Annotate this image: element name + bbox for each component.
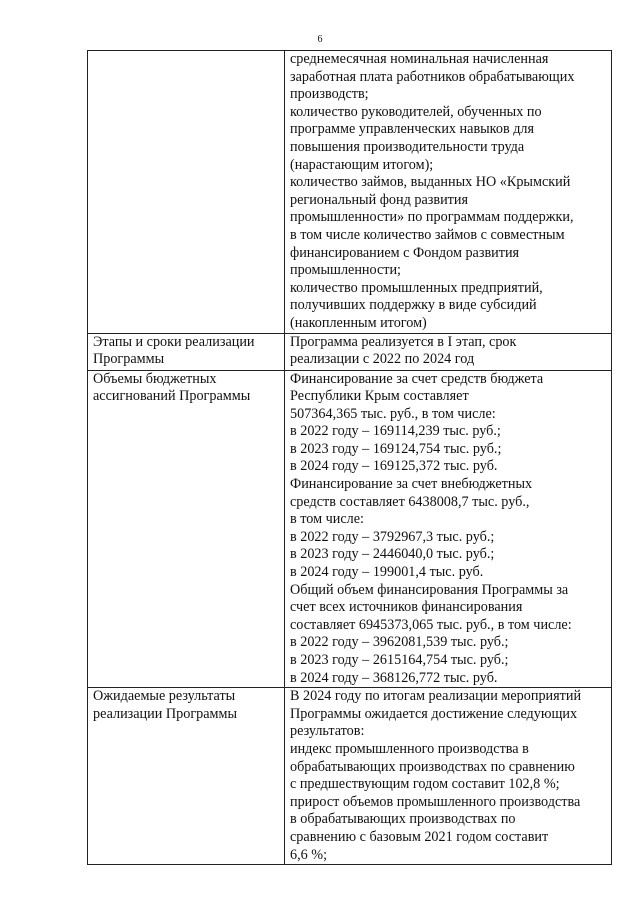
text-line: Программа реализуется в I этап, срок: [290, 333, 517, 350]
text-line: Программы ожидается достижение следующих: [290, 705, 578, 722]
text-line: счет всех источников финансирования: [290, 599, 523, 616]
text-line: количество промышленных предприятий,: [290, 279, 543, 296]
text-line: Финансирование за счет средств бюджета: [290, 370, 544, 387]
text-line: количество руководителей, обученных по: [290, 103, 542, 120]
text-line: в 2022 году – 169114,239 тыс. руб.;: [290, 423, 501, 440]
row-label: [88, 51, 285, 334]
text-line: прирост объемов промышленного производства: [290, 793, 581, 810]
label-line: Ожидаемые результаты: [93, 688, 236, 705]
text-line: в том числе количество займов с совместным: [290, 226, 565, 243]
text-line: составляет 6945373,065 тыс. руб., в том числе:: [290, 616, 572, 633]
text-line: (накопленным итогом): [290, 314, 427, 331]
text-line: В 2024 году по итогам реализации мероприятий: [290, 688, 582, 705]
text-line: 507364,365 тыс. руб., в том числе:: [290, 405, 496, 422]
text-line: промышленности» по программам поддержки,: [290, 209, 574, 226]
label-line: Объемы бюджетных: [93, 370, 217, 387]
row-value: [285, 333, 612, 370]
text-line: получивших поддержку в виде субсидий: [290, 297, 537, 314]
row-value: [285, 51, 612, 334]
text-line: в 2024 году – 368126,772 тыс. руб.: [290, 669, 498, 686]
text-line: в том числе:: [290, 511, 364, 528]
text-line: реализации с 2022 по 2024 год: [290, 351, 475, 368]
text-line: программе управленческих навыков для: [290, 121, 535, 138]
text-line: повышения производительности труда: [290, 138, 525, 155]
label-line: Программы: [93, 351, 165, 368]
text-line: в 2023 году – 169124,754 тыс. руб.;: [290, 440, 502, 457]
program-passport-table: [87, 50, 612, 865]
text-line: промышленности;: [290, 262, 401, 279]
text-line: Республики Крым составляет: [290, 388, 469, 405]
text-line: средств составляет 6438008,7 тыс. руб.,: [290, 493, 530, 510]
page-number: 6: [317, 34, 323, 45]
text-line: Общий объем финансирования Программы за: [290, 581, 569, 598]
text-line: в 2023 году – 2446040,0 тыс. руб.;: [290, 546, 495, 563]
table-row-stages: [88, 333, 612, 370]
table-row-expected-results: [88, 688, 612, 865]
text-line: Финансирование за счет внебюджетных: [290, 476, 533, 493]
row-label: [88, 688, 285, 865]
text-line: заработная плата работников обрабатывающих: [290, 68, 575, 85]
text-line: с предшествующим годом составит 102,8 %;: [290, 776, 560, 793]
row-value: [285, 370, 612, 688]
text-line: сравнению с базовым 2021 годом составит: [290, 828, 549, 845]
row-value: [285, 688, 612, 865]
text-line: количество займов, выданных НО «Крымский: [290, 174, 571, 191]
label-line: реализации Программы: [93, 705, 238, 722]
text-line: (нарастающим итогом);: [290, 156, 434, 173]
text-line: в 2024 году – 169125,372 тыс. руб.: [290, 458, 498, 475]
text-line: индекс промышленного производства в: [290, 740, 529, 757]
text-line: обрабатывающих производствах по сравнению: [290, 758, 575, 775]
text-line: в обрабатывающих производствах по: [290, 811, 516, 828]
text-line: региональный фонд развития: [290, 191, 468, 208]
label-line: ассигнований Программы: [93, 388, 251, 405]
table-row-indicators: [88, 51, 612, 334]
text-line: 6,6 %;: [290, 846, 328, 863]
text-line: среднемесячная номинальная начисленная: [290, 51, 549, 67]
text-line: в 2024 году – 199001,4 тыс. руб.: [290, 564, 484, 581]
text-line: в 2023 году – 2615164,754 тыс. руб.;: [290, 652, 509, 668]
row-label: [88, 370, 285, 688]
text-line: в 2022 году – 3792967,3 тыс. руб.;: [290, 528, 495, 545]
text-line: производств;: [290, 86, 369, 103]
text-line: результатов:: [290, 723, 365, 740]
table-row-funding: [88, 370, 612, 688]
row-label: [88, 333, 285, 370]
label-line: Этапы и сроки реализации: [93, 333, 255, 350]
text-line: финансированием с Фондом развития: [290, 244, 520, 261]
text-line: в 2022 году – 3962081,539 тыс. руб.;: [290, 634, 509, 651]
